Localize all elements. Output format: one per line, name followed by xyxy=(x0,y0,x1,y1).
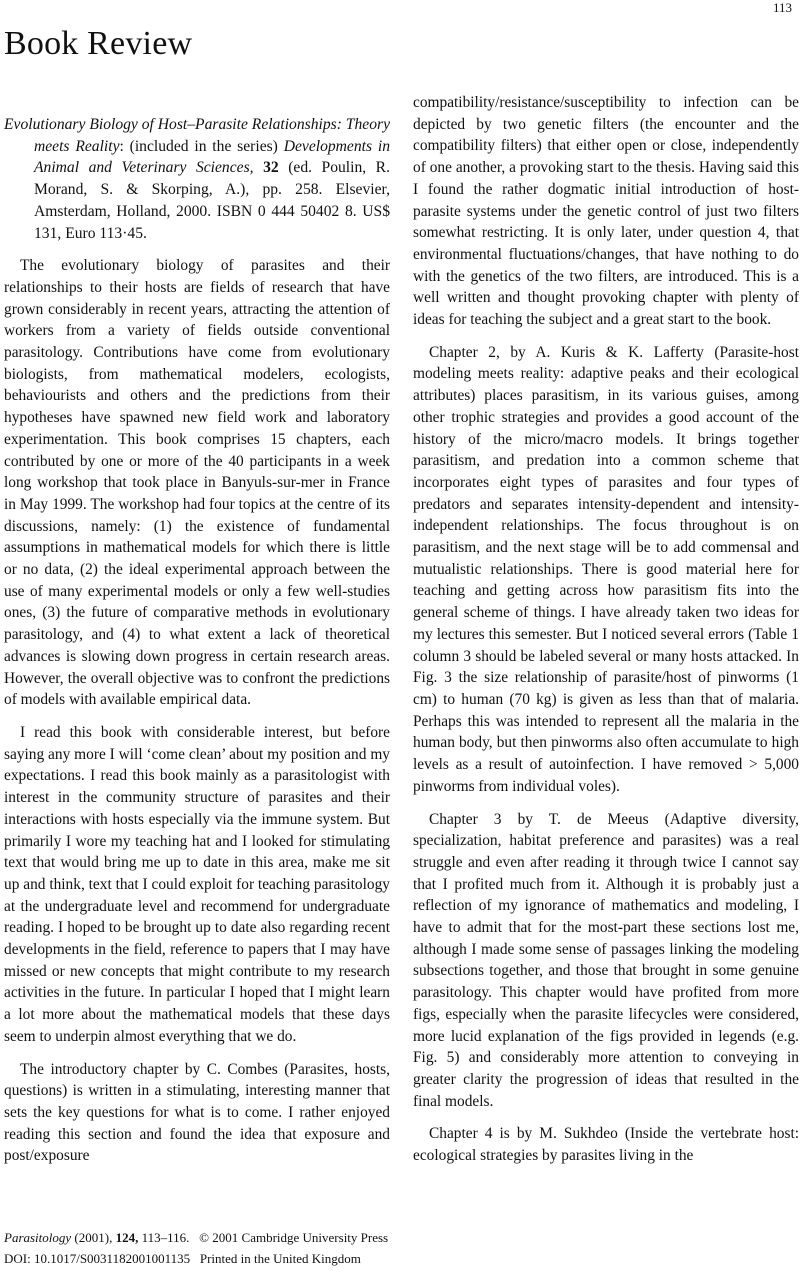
body-paragraph: Chapter 3 by T. de Meeus (Adaptive diversity, specialization, habitat preference and parasites) was a real struggle and even after reading it through twice I cannot say that I profited much from it. Although it is probably just a reflection of my ignorance of mathematics and modeling, I have to admit that for the most-part these sections lost me, although I made some sense of passages linking the modeling subsections together, and those that brought in some genuine parasitology. This chapter would have profited from more figs, especially when the parasite lifecycles were considered, more lucid explanation of the figs provided in legends (e.g. Fig. 5) and considerably more attention to conveying in greater clarity the progression of ideas that resulted in the final models. xyxy=(413,810,799,1110)
citation-details: (ed. Poulin, R. Morand, S. & Skorping, A.), pp. 258. Elsevier, Amsterdam, Holland, 2000. ISBN 0 444 50402 8. US$ 131, Euro 113·45. xyxy=(34,159,390,242)
doi: DOI: 10.1017/S0031182001001135 xyxy=(4,1251,191,1266)
printed-location: Printed in the United Kingdom xyxy=(199,1251,361,1266)
body-paragraph: The evolutionary biology of parasites and their relationships to their hosts are fields of research that have grown considerably in recent years, attracting the attention of workers from a variety of fields outside conventional parasitology. Contributions have come from evolutionary biologists, from mathematical modelers, ecologists, behaviourists and others and the predictions from their hypotheses have spawned new field work and laboratory experimentation. This book comprises 15 chapters, each contributed by one or more of the 40 participants in a week long workshop that took place in Banyuls-sur-mer in France in May 1999. The workshop had four topics at the centre of its discussions, namely: (1) the existence of fundamental assumptions in mathematical models for which there is little or no data, (2) the ideal experimental approach between the use of many experimental models or only a few well-studies ones, (3) the future of comparative methods in evolutionary parasitology, and (4) to what extent a lack of theoretical advances is slowing down progress in certain research areas. However, the overall objective was to confront the predictions of models with available empirical data. xyxy=(4,257,390,709)
body-paragraph: I read this book with considerable interest, but before saying any more I will ‘come clean’ about my position and my expectations. I read this book mainly as a parasitologist with interest in the community structure of parasites and their interactions with hosts especially via the immune system. But primarily I wore my teaching hat and I looked for stimulating text that would bring me up to date in this area, make me sit up and think, text that I could exploit for teaching parasitology at the undergraduate level and recommend for undergraduate reading. I hoped to be brought up to date also regarding recent developments in the field, reference to papers that I may have missed or new concepts that might contribute to my research activities in the future. In particular I hoped that I might learn a lot more about the mathematical models that these days seem to underpin almost everything that we do. xyxy=(4,723,390,1045)
journal-year: (2001), xyxy=(74,1230,113,1245)
journal-volume: 124, xyxy=(115,1230,139,1245)
book-citation xyxy=(4,114,390,244)
series-volume: 32 xyxy=(263,159,279,177)
series-title: Developments in Animal and Veterinary Sciences, xyxy=(34,137,390,177)
right-column xyxy=(413,92,799,1178)
page-number: 113 xyxy=(772,0,792,15)
left-column xyxy=(4,92,390,1178)
doi-line xyxy=(4,1248,388,1269)
body-paragraph: Chapter 2, by A. Kuris & K. Lafferty (Parasite-host modeling meets reality: adaptive peaks and their ecological attributes) places parasitism, in its various guises, among other trophic strategies and provides a good account of the history of the micro/macro models. It brings together parasitism, and predation into a common scheme that incorporates eight types of parasites and four types of predators and separates intensity-dependent and intensity-independent relationships. The focus throughout is on parasitism, and the next stage will be to add commensal and mutualistic relationships. There is good material here for teaching and getting across how parasitism fits into the general scheme of things. I have already taken two ideas for my lectures this semester. But I noticed several errors (Table 1 column 3 should be labeled several or many hosts attacked. In Fig. 3 the size relationship of parasite/host of pinworms (1 cm) to human (70 kg) is given as less than that of malaria. Perhaps this was intended to represent all the malaria in the human body, but then pinworms also often accumulate to high levels as a result of autoinfection. I have removed > 5,000 pinworms from individual voles). xyxy=(413,343,799,795)
copyright-notice: © 2001 Cambridge University Press xyxy=(199,1230,389,1245)
body-paragraph: compatibility/resistance/susceptibility to infection can be depicted by two genetic filters (the encounter and the compatibility filters) that either open or close, independently of one another, a provoking start to the thesis. Having said this I found the rather dogmatic initial introduction of host-parasite systems under the genetic control of just two filters somewhat restricting. It is only later, under question 4, that environmental fluctuations/changes, that have nothing to do with the genetics of the two filters, are introduced. This is a well written and thought provoking chapter with plenty of ideas for teaching the subject and a great start to the book. xyxy=(413,94,799,329)
body-paragraph: Chapter 4 is by M. Sukhdeo (Inside the vertebrate host: ecological strategies by parasites living in the xyxy=(413,1125,799,1165)
page-footer xyxy=(4,1227,388,1269)
citation-note: : (included in the series) xyxy=(119,137,278,155)
journal-citation xyxy=(4,1227,388,1248)
body-paragraph: The introductory chapter by C. Combes (Parasites, hosts, questions) is written in a stimulating, interesting manner that sets the key questions for what is to come. I rather enjoyed reading this section and found the idea that exposure and post/exposure xyxy=(4,1060,390,1165)
book-title: Evolutionary Biology of Host–Parasite Relationships: Theory meets Reality xyxy=(4,116,390,155)
journal-name: Parasitology xyxy=(4,1230,72,1245)
journal-pages: 113–116. xyxy=(141,1230,190,1245)
section-title: Book Review xyxy=(4,25,193,62)
